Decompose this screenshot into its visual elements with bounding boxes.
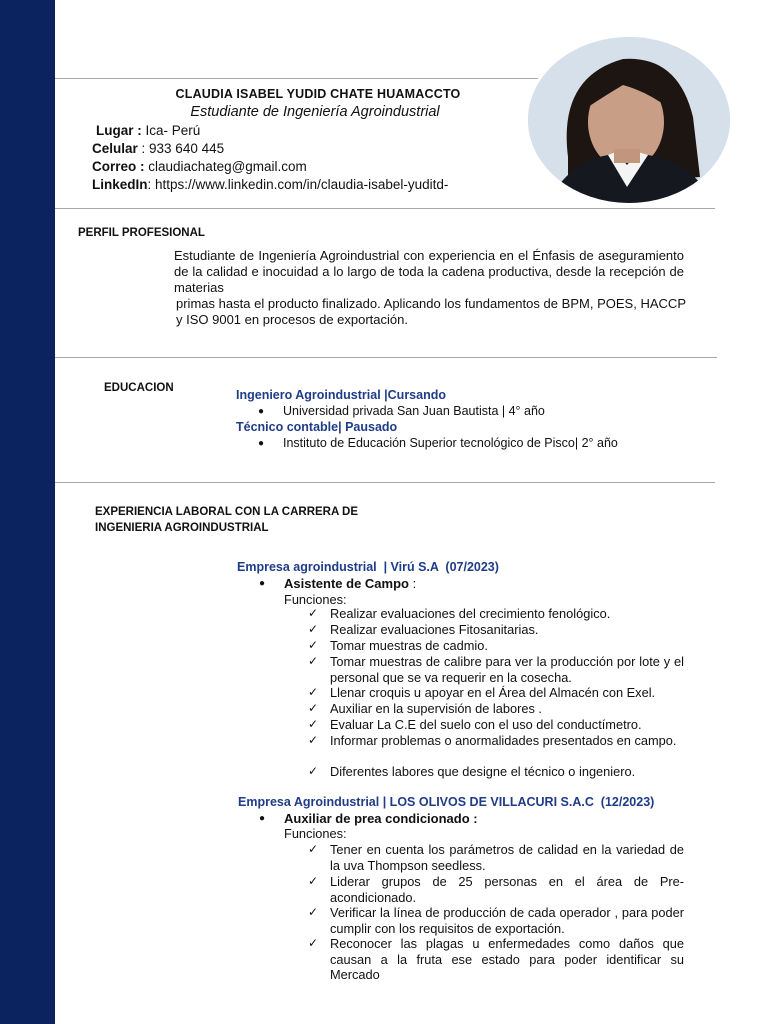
contact-email (92, 159, 307, 174)
experiencia-heading-line2: INGENIERIA AGROINDUSTRIAL (95, 522, 269, 534)
contact-phone (92, 141, 224, 156)
checkmark-icon: ✓ (308, 638, 319, 652)
portrait-illustration (528, 37, 730, 203)
task-item: Llenar croquis u apoyar en el Área del Almacén con Exel. (330, 685, 656, 700)
task-item: Liderar grupos de 25 personas en el área de Pre-acondicionado. (330, 874, 684, 905)
perfil-paragraph-2: primas hasta el producto finalizado. Aplicando los fundamentos de BPM, POES, HACCP y ISO 9001 en procesos de exportación. (176, 296, 686, 327)
bullet-icon: ● (259, 578, 266, 589)
job-role (284, 811, 478, 826)
task-item: Verificar la línea de producción de cada operador , para poder cumplir con los requisitos de exportación. (330, 905, 684, 936)
education-detail: Instituto de Educación Superior tecnológico de Pisco| 2° año (283, 436, 618, 450)
education-detail: Universidad privada San Juan Bautista | 4° año (283, 404, 545, 418)
contact-value: Ica- Perú (141, 123, 201, 138)
checkmark-icon: ✓ (308, 874, 319, 888)
section-divider (55, 357, 717, 358)
task-item: Realizar evaluaciones Fitosanitarias. (330, 622, 539, 637)
task-item: Evaluar La C.E del suelo con el uso del conductímetro. (330, 717, 642, 732)
contact-label: Lugar : (96, 123, 142, 138)
task-item: Informar problemas o anormalidades presentados en campo. (330, 733, 677, 748)
profile-photo (528, 37, 730, 203)
education-title: Ingeniero Agroindustrial |Cursando (236, 388, 446, 402)
bullet-icon: ● (259, 813, 266, 824)
perfil-paragraph-1: Estudiante de Ingeniería Agroindustrial con experiencia en el Énfasis de aseguramiento de la calidad e inocuidad a lo largo de toda la cadena productiva, desde la recepción de materias (174, 248, 684, 295)
job-role-title: Asistente de Campo (284, 576, 409, 591)
checkmark-icon: ✓ (308, 654, 319, 668)
task-item: Diferentes labores que designe el técnico o ingeniero. (330, 764, 636, 779)
contact-location (96, 123, 200, 138)
contact-label: Correo : (92, 159, 145, 174)
contact-label: LinkedIn (92, 177, 148, 192)
contact-value: : https://www.linkedin.com/in/claudia-isabel-yuditd- (147, 177, 449, 192)
checkmark-icon: ✓ (308, 685, 319, 699)
task-item: Tomar muestras de cadmio. (330, 638, 488, 653)
education-title: Técnico contable| Pausado (236, 420, 398, 434)
header-divider (55, 78, 538, 79)
job-company: Empresa agroindustrial | Virú S.A (07/2023) (237, 560, 499, 574)
contact-label: Celular (92, 141, 138, 156)
contact-linkedin (92, 177, 448, 192)
candidate-subtitle: Estudiante de Ingeniería Agroindustrial (190, 104, 440, 120)
contact-value: : 933 640 445 (137, 141, 225, 156)
section-divider (55, 482, 715, 483)
checkmark-icon: ✓ (308, 717, 319, 731)
contact-value: claudiachateg@gmail.com (144, 159, 307, 174)
checkmark-icon: ✓ (308, 622, 319, 636)
bullet-icon: ● (258, 406, 265, 417)
job-role-suffix: : (408, 576, 417, 591)
job-company: Empresa Agroindustrial | LOS OLIVOS DE VILLACURI S.A.C (12/2023) (238, 795, 655, 809)
checkmark-icon: ✓ (308, 764, 319, 778)
task-item: Reconocer las plagas u enfermedades como daños que causan a la fruta ese estado para poder identificar su Mercado (330, 936, 684, 982)
checkmark-icon: ✓ (308, 842, 319, 856)
job-role (284, 576, 416, 591)
candidate-name: CLAUDIA ISABEL YUDID CHATE HUAMACCTO (175, 87, 461, 101)
checkmark-icon: ✓ (308, 905, 319, 919)
checkmark-icon: ✓ (308, 606, 319, 620)
sidebar-band (0, 0, 55, 1024)
experiencia-heading-line1: EXPERIENCIA LABORAL CON LA CARRERA DE (95, 506, 359, 518)
task-item: Tomar muestras de calibre para ver la producción por lote y el personal que se va requerir en la cosecha. (330, 654, 684, 685)
bullet-icon: ● (258, 438, 265, 449)
perfil-heading: PERFIL PROFESIONAL (78, 227, 205, 239)
section-divider (55, 208, 715, 209)
funciones-label: Funciones: (284, 592, 347, 607)
checkmark-icon: ✓ (308, 733, 319, 747)
educacion-heading: EDUCACION (104, 382, 174, 394)
task-item: Tener en cuenta los parámetros de calidad en la variedad de la uva Thompson seedless. (330, 842, 684, 873)
task-item: Realizar evaluaciones del crecimiento fenológico. (330, 606, 611, 621)
task-item: Auxiliar en la supervisión de labores . (330, 701, 542, 716)
checkmark-icon: ✓ (308, 936, 319, 950)
funciones-label: Funciones: (284, 826, 347, 841)
checkmark-icon: ✓ (308, 701, 319, 715)
job-role-title: Auxiliar de prea condicionado : (284, 811, 478, 826)
